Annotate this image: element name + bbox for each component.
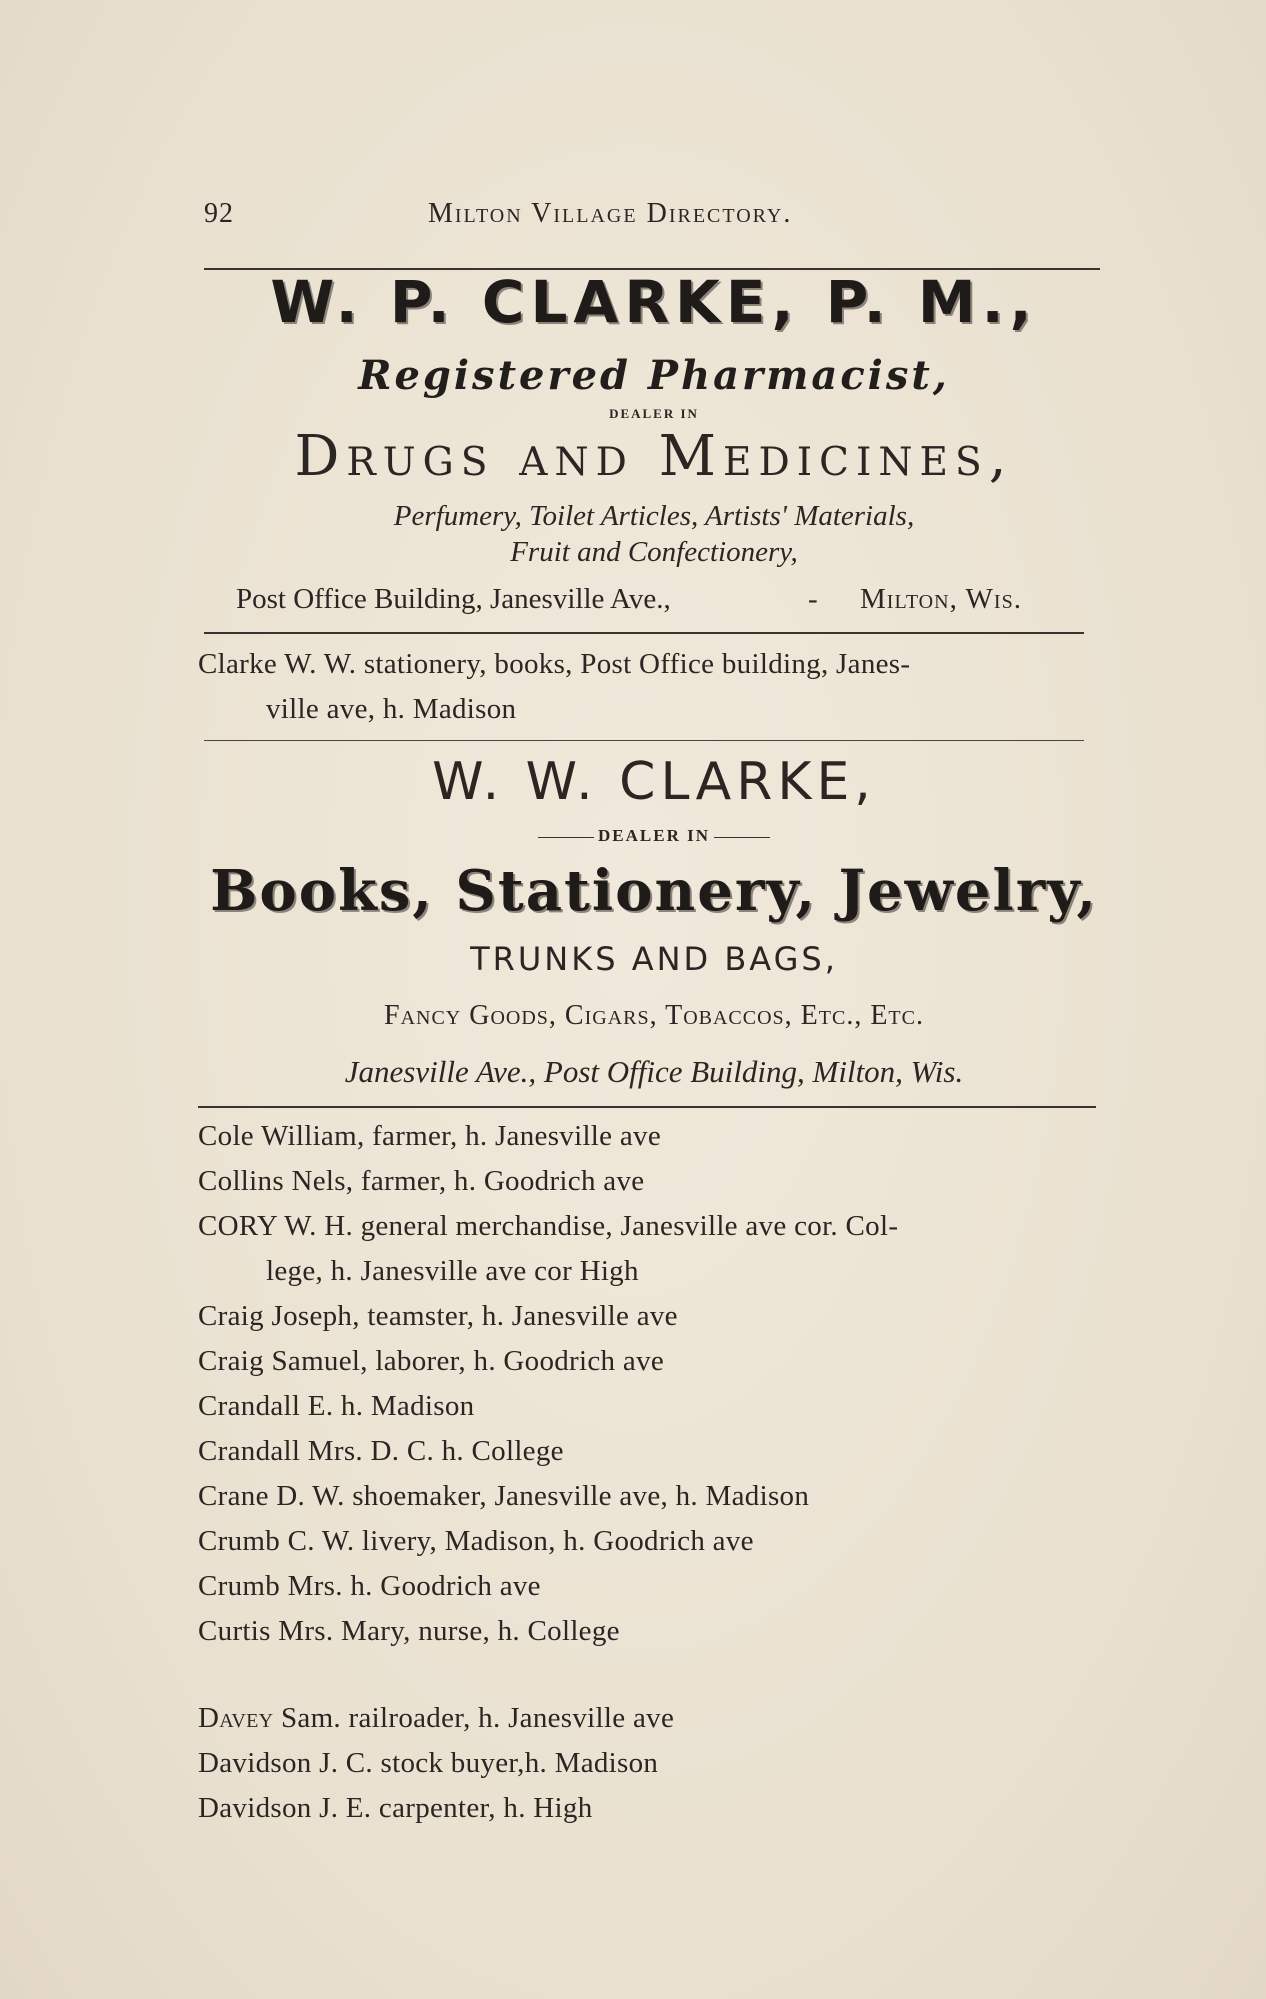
entry-surname: Davey	[198, 1702, 274, 1734]
ad1-name: W. P. CLARKE, P. M.,	[270, 268, 1038, 336]
entry-text: Sam. railroader, h. Janesville ave	[273, 1702, 675, 1734]
entry-clarke-line2: ville ave, h. Madison	[266, 693, 517, 725]
dealer-left-rule	[538, 837, 594, 838]
ad2-trunks: TRUNKS AND BAGS,	[470, 940, 838, 978]
list-item: Craig Samuel, laborer, h. Goodrich ave	[198, 1345, 665, 1377]
ad1-title: Registered Pharmacist,	[358, 352, 950, 399]
ad1-dash: -	[808, 583, 818, 615]
ad2-bottom-rule	[198, 1106, 1096, 1108]
entry-clarke-line1: Clarke W. W. stationery, books, Post Office building, Janes-	[198, 648, 911, 680]
ad1-city: Milton, Wis.	[860, 583, 1022, 615]
entry-text: CORY W. H. general merchandise, Janesville ave cor. Col-	[198, 1210, 899, 1242]
ad1-headline: Drugs and Medicines,	[294, 424, 1014, 489]
entry-clarke	[198, 642, 1098, 732]
ad1-dealer-label: DEALER IN	[609, 406, 699, 421]
dealer-right-rule	[714, 837, 770, 838]
list-item	[198, 1696, 1098, 1741]
list-item: Davidson J. E. carpenter, h. High	[198, 1792, 593, 1824]
list-item: Crane D. W. shoemaker, Janesville ave, h. Madison	[198, 1480, 810, 1512]
list-item: Crumb C. W. livery, Madison, h. Goodrich ave	[198, 1525, 754, 1557]
list-item: Collins Nels, farmer, h. Goodrich ave	[198, 1165, 645, 1197]
directory-entries	[198, 1114, 1098, 1654]
ad1-line2: Fruit and Confectionery,	[510, 536, 798, 568]
directory-entries-d	[198, 1696, 1098, 1831]
entry-continuation: lege, h. Janesville ave cor High	[266, 1255, 639, 1287]
ad2-headline: Books, Stationery, Jewelry,	[210, 858, 1098, 924]
page-number: 92	[204, 198, 234, 229]
page-header	[204, 198, 1094, 238]
list-item	[198, 1204, 1098, 1294]
ad2-fancy-goods: Fancy Goods, Cigars, Tobaccos, Etc., Etc.	[384, 1000, 924, 1031]
list-item: Craig Joseph, teamster, h. Janesville ave	[198, 1300, 678, 1332]
ad1-address-line	[236, 583, 1096, 616]
list-item: Crandall E. h. Madison	[198, 1390, 475, 1422]
ad2-top-rule	[204, 740, 1084, 741]
ad1-address: Post Office Building, Janesville Ave.,	[236, 583, 671, 615]
list-item: Curtis Mrs. Mary, nurse, h. College	[198, 1615, 620, 1647]
ad1-bottom-rule	[204, 632, 1084, 634]
list-item: Crandall Mrs. D. C. h. College	[198, 1435, 564, 1467]
ad1-line1: Perfumery, Toilet Articles, Artists' Materials,	[393, 500, 915, 532]
list-item: Davidson J. C. stock buyer,h. Madison	[198, 1747, 659, 1779]
ad2-address: Janesville Ave., Post Office Building, Milton, Wis.	[344, 1054, 964, 1089]
list-item: Crumb Mrs. h. Goodrich ave	[198, 1570, 541, 1602]
ad2-name: W. W. CLARKE,	[432, 752, 876, 812]
ad2-dealer-label	[204, 826, 1104, 846]
running-title: Milton Village Directory.	[428, 198, 793, 229]
ad2-dealer-text: DEALER IN	[598, 826, 710, 845]
list-item: Cole William, farmer, h. Janesville ave	[198, 1120, 662, 1152]
